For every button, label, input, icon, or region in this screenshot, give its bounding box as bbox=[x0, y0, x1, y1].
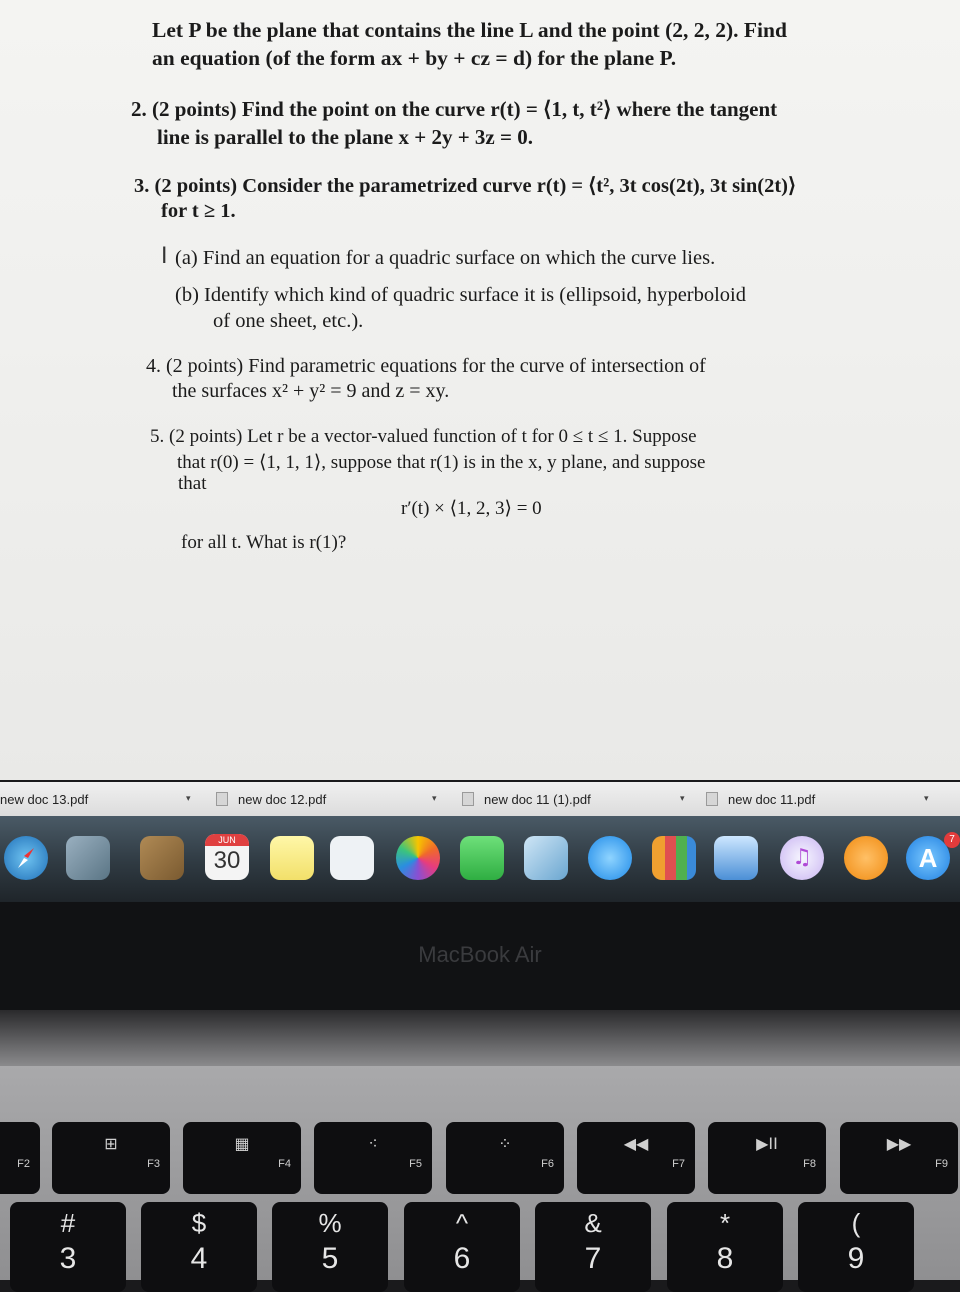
appstore-icon[interactable] bbox=[906, 836, 950, 880]
dock bbox=[0, 816, 960, 902]
pdf-file-icon bbox=[706, 792, 718, 806]
key-symbol: % bbox=[318, 1208, 342, 1238]
facetime-icon[interactable] bbox=[460, 836, 504, 880]
compass-needle-icon bbox=[4, 836, 48, 880]
question-5-line-4: for all t. What is r(1)? bbox=[181, 532, 347, 553]
ibooks-icon[interactable] bbox=[844, 836, 888, 880]
keyboard-light-down-icon: ⁖ bbox=[368, 1134, 378, 1153]
laptop-hinge bbox=[0, 1010, 960, 1066]
key-digit: 6 bbox=[453, 1242, 471, 1275]
key-symbol: ( bbox=[851, 1208, 861, 1238]
question-2-line-1: 2. (2 points) Find the point on the curve r(t) = ⟨1, t, t²⟩ where the tangent bbox=[131, 97, 778, 121]
chevron-down-icon[interactable]: ▾ bbox=[432, 794, 437, 804]
key-5[interactable] bbox=[272, 1202, 388, 1292]
tab-label: new doc 13.pdf bbox=[0, 791, 89, 807]
tab-label: new doc 11.pdf bbox=[728, 791, 816, 807]
key-digit: 4 bbox=[190, 1242, 208, 1275]
keyboard-light-up-icon: ⁘ bbox=[498, 1134, 512, 1153]
launchpad-icon: ▦ bbox=[234, 1134, 250, 1153]
chevron-down-icon[interactable]: ▾ bbox=[186, 794, 191, 804]
question-4-line-2: the surfaces x² + y² = 9 and z = xy. bbox=[172, 380, 450, 402]
question-3-line-1: 3. (2 points) Consider the parametrized curve r(t) = ⟨t², 3t cos(2t), 3t sin(2t)⟩ bbox=[134, 175, 796, 197]
play-pause-icon: ▶II bbox=[756, 1134, 778, 1153]
contacts-icon[interactable] bbox=[140, 836, 184, 880]
question-3a: (a) Find an equation for a quadric surface on which the curve lies. bbox=[175, 247, 716, 269]
key-symbol: & bbox=[584, 1208, 602, 1238]
key-f2[interactable] bbox=[0, 1122, 40, 1194]
question-3b-line-1: (b) Identify which kind of quadric surface it is (ellipsoid, hyperboloid bbox=[175, 284, 747, 306]
key-label: F8 bbox=[803, 1158, 816, 1170]
fast-forward-icon: ▶▶ bbox=[886, 1134, 912, 1153]
tab-bar bbox=[0, 782, 960, 817]
key-f7[interactable] bbox=[577, 1122, 695, 1194]
key-label: F7 bbox=[672, 1158, 685, 1170]
question-5-line-3: that bbox=[178, 473, 207, 494]
key-6[interactable] bbox=[404, 1202, 520, 1292]
chevron-down-icon[interactable]: ▾ bbox=[924, 794, 929, 804]
key-symbol: ^ bbox=[455, 1208, 469, 1238]
key-digit: 3 bbox=[59, 1242, 77, 1275]
calendar-day: 30 bbox=[213, 847, 241, 874]
key-9[interactable] bbox=[798, 1202, 914, 1292]
appstore-badge: 7 bbox=[944, 832, 960, 848]
question-4-line-1: 4. (2 points) Find parametric equations for the curve of intersection of bbox=[146, 355, 706, 377]
photos-icon[interactable] bbox=[396, 836, 440, 880]
question-2-line-2: line is parallel to the plane x + 2y + 3z = 0. bbox=[157, 125, 533, 149]
appstore-a-icon: A bbox=[918, 843, 938, 873]
key-symbol: * bbox=[719, 1208, 731, 1238]
key-label: F6 bbox=[541, 1158, 554, 1170]
key-f9[interactable] bbox=[840, 1122, 958, 1194]
key-f4[interactable] bbox=[183, 1122, 301, 1194]
calendar-icon[interactable] bbox=[205, 834, 249, 880]
key-label: F9 bbox=[935, 1158, 948, 1170]
key-symbol: # bbox=[60, 1208, 76, 1238]
rewind-icon: ◀◀ bbox=[623, 1134, 649, 1153]
key-label: F2 bbox=[17, 1158, 30, 1170]
key-8[interactable] bbox=[667, 1202, 783, 1292]
intro-line-1: Let P be the plane that contains the line L and the point (2, 2, 2). Find bbox=[152, 18, 787, 42]
tab-label: new doc 12.pdf bbox=[238, 791, 327, 807]
key-f6[interactable] bbox=[446, 1122, 564, 1194]
numbers-icon[interactable] bbox=[652, 836, 696, 880]
question-5-equation: r′(t) × ⟨1, 2, 3⟩ = 0 bbox=[401, 498, 542, 519]
question-3-line-2: for t ≥ 1. bbox=[161, 200, 236, 222]
calendar-month: JUN bbox=[205, 834, 249, 846]
safari-icon[interactable] bbox=[4, 836, 48, 880]
pdf-file-icon bbox=[462, 792, 474, 806]
key-f3[interactable] bbox=[52, 1122, 170, 1194]
key-digit: 8 bbox=[716, 1242, 734, 1275]
itunes-icon[interactable] bbox=[780, 836, 824, 880]
key-4[interactable] bbox=[141, 1202, 257, 1292]
preview-icon[interactable] bbox=[524, 836, 568, 880]
music-note-icon: ♫ bbox=[792, 845, 812, 870]
keynote-icon[interactable] bbox=[714, 836, 758, 880]
tab-new-doc-13[interactable] bbox=[0, 782, 205, 816]
key-label: F5 bbox=[409, 1158, 422, 1170]
key-3[interactable] bbox=[10, 1202, 126, 1292]
chevron-down-icon[interactable]: ▾ bbox=[680, 794, 685, 804]
tab-new-doc-11[interactable] bbox=[706, 782, 946, 816]
question-3b-line-2: of one sheet, etc.). bbox=[213, 310, 364, 332]
text-cursor-icon: I bbox=[161, 244, 168, 269]
reminders-icon[interactable] bbox=[330, 836, 374, 880]
key-f8[interactable] bbox=[708, 1122, 826, 1194]
notes-icon[interactable] bbox=[270, 836, 314, 880]
laptop-brand-label: MacBook Air bbox=[418, 942, 542, 967]
key-digit: 7 bbox=[584, 1242, 602, 1275]
mail-icon[interactable] bbox=[66, 836, 110, 880]
intro-line-2: an equation (of the form ax + by + cz = d) for the plane P. bbox=[152, 46, 677, 70]
messages-icon[interactable] bbox=[588, 836, 632, 880]
mission-control-icon: ⊞ bbox=[104, 1134, 118, 1153]
key-7[interactable] bbox=[535, 1202, 651, 1292]
key-digit: 9 bbox=[847, 1242, 865, 1275]
key-symbol: $ bbox=[191, 1208, 207, 1238]
key-label: F3 bbox=[147, 1158, 160, 1170]
tab-new-doc-11-1[interactable] bbox=[462, 782, 700, 816]
key-label: F4 bbox=[278, 1158, 291, 1170]
question-5-line-2: that r(0) = ⟨1, 1, 1⟩, suppose that r(1) is in the x, y plane, and suppose bbox=[177, 452, 706, 473]
key-f5[interactable] bbox=[314, 1122, 432, 1194]
pdf-file-icon bbox=[216, 792, 228, 806]
tab-new-doc-12[interactable] bbox=[216, 782, 456, 816]
key-digit: 5 bbox=[321, 1242, 339, 1275]
tab-label: new doc 11 (1).pdf bbox=[484, 791, 591, 807]
question-5-line-1: 5. (2 points) Let r be a vector-valued function of t for 0 ≤ t ≤ 1. Suppose bbox=[150, 426, 697, 447]
